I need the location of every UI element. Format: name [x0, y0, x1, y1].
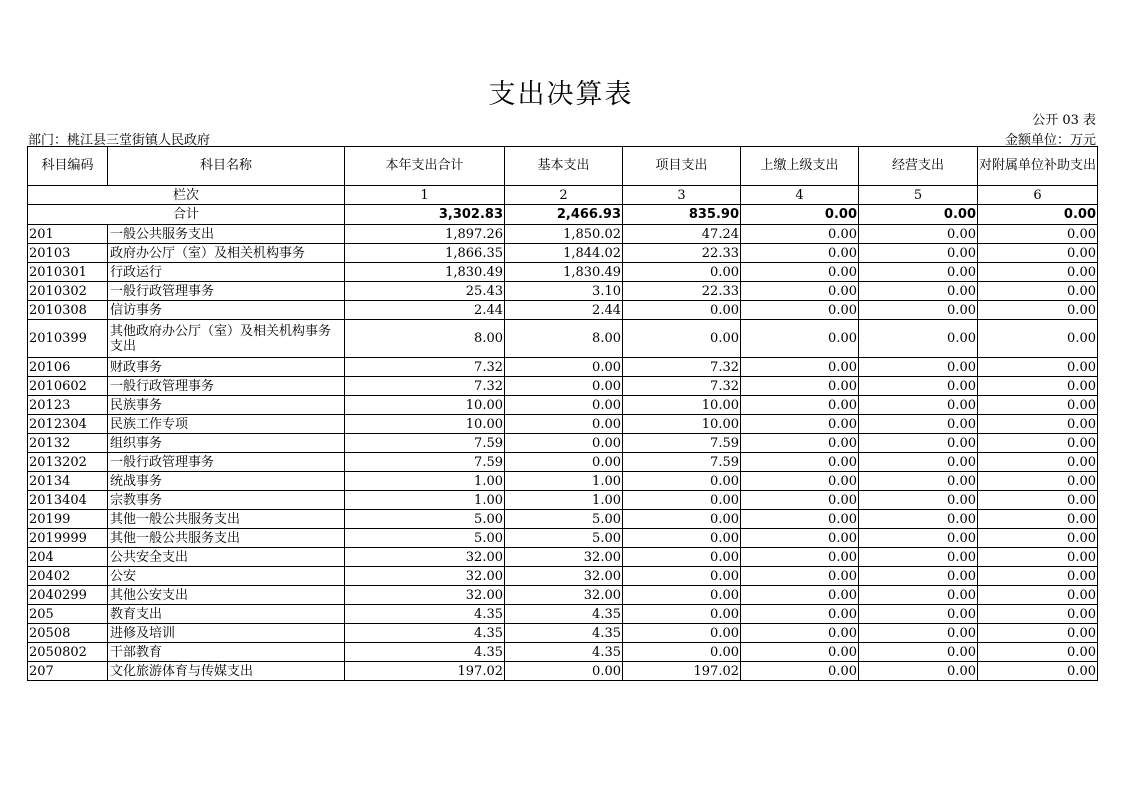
row-project: 0.00: [623, 263, 741, 282]
table-row: [28, 301, 1098, 320]
row-total: 1.00: [345, 472, 505, 491]
row-upper: 0.00: [741, 225, 859, 244]
row-code: 201: [28, 225, 108, 244]
row-subsidy: 0.00: [978, 491, 1098, 510]
row-upper: 0.00: [741, 491, 859, 510]
row-project: 22.33: [623, 282, 741, 301]
table-row: [28, 662, 1098, 681]
row-upper: 0.00: [741, 529, 859, 548]
row-total: 1,866.35: [345, 244, 505, 263]
row-name: 宗教事务: [108, 491, 345, 510]
row-name: 一般行政管理事务: [108, 453, 345, 472]
row-upper: 0.00: [741, 396, 859, 415]
row-code: 205: [28, 605, 108, 624]
form-number: 公开 03 表: [1032, 113, 1096, 128]
row-name: 信访事务: [108, 301, 345, 320]
row-subsidy: 0.00: [978, 396, 1098, 415]
row-business: 0.00: [859, 453, 978, 472]
row-code: 20134: [28, 472, 108, 491]
row-code: 20106: [28, 358, 108, 377]
table-row: [28, 510, 1098, 529]
row-project: 0.00: [623, 510, 741, 529]
row-total: 7.32: [345, 358, 505, 377]
row-code: 20508: [28, 624, 108, 643]
row-basic: 5.00: [505, 510, 623, 529]
table-row: [28, 643, 1098, 662]
row-basic: 4.35: [505, 605, 623, 624]
row-business: 0.00: [859, 472, 978, 491]
row-project: 0.00: [623, 567, 741, 586]
row-name: 教育支出: [108, 605, 345, 624]
table-row: [28, 396, 1098, 415]
row-business: 0.00: [859, 643, 978, 662]
row-name: 进修及培训: [108, 624, 345, 643]
row-business: 0.00: [859, 529, 978, 548]
row-project: 0.00: [623, 472, 741, 491]
row-upper: 0.00: [741, 301, 859, 320]
row-name: 统战事务: [108, 472, 345, 491]
row-total: 8.00: [345, 320, 505, 358]
header-total: 本年支出合计: [345, 147, 505, 186]
row-code: 20199: [28, 510, 108, 529]
row-subsidy: 0.00: [978, 415, 1098, 434]
row-total: 2.44: [345, 301, 505, 320]
row-business: 0.00: [859, 586, 978, 605]
row-subsidy: 0.00: [978, 586, 1098, 605]
row-basic: 8.00: [505, 320, 623, 358]
row-name: 政府办公厅（室）及相关机构事务: [108, 244, 345, 263]
row-total: 1,897.26: [345, 225, 505, 244]
row-basic: 0.00: [505, 434, 623, 453]
page-title: 支出决算表: [488, 79, 634, 110]
table-row: [28, 415, 1098, 434]
header-name: 科目名称: [108, 147, 345, 186]
table-row: [28, 605, 1098, 624]
lanci-2: 2: [505, 186, 623, 205]
row-upper: 0.00: [741, 662, 859, 681]
row-upper: 0.00: [741, 358, 859, 377]
row-upper: 0.00: [741, 453, 859, 472]
row-project: 7.32: [623, 358, 741, 377]
row-name: 文化旅游体育与传媒支出: [108, 662, 345, 681]
table-row: [28, 282, 1098, 301]
row-code: 2010302: [28, 282, 108, 301]
row-project: 7.59: [623, 453, 741, 472]
lanci-label: 栏次: [28, 186, 345, 205]
row-subsidy: 0.00: [978, 301, 1098, 320]
row-name: 其他政府办公厅（室）及相关机构事务支出: [108, 320, 345, 358]
row-business: 0.00: [859, 301, 978, 320]
table-row: [28, 225, 1098, 244]
row-subsidy: 0.00: [978, 605, 1098, 624]
row-basic: 32.00: [505, 567, 623, 586]
total-business: 0.00: [859, 205, 978, 225]
row-subsidy: 0.00: [978, 225, 1098, 244]
row-basic: 0.00: [505, 662, 623, 681]
row-name: 行政运行: [108, 263, 345, 282]
row-business: 0.00: [859, 434, 978, 453]
table-row: [28, 244, 1098, 263]
row-subsidy: 0.00: [978, 567, 1098, 586]
row-name: 公共安全支出: [108, 548, 345, 567]
row-upper: 0.00: [741, 244, 859, 263]
row-name: 民族事务: [108, 396, 345, 415]
row-business: 0.00: [859, 662, 978, 681]
header-subsidy: 对附属单位补助支出: [978, 147, 1098, 186]
total-row: [28, 205, 1098, 225]
row-project: 0.00: [623, 301, 741, 320]
row-business: 0.00: [859, 491, 978, 510]
row-business: 0.00: [859, 320, 978, 358]
expenditure-table: [27, 146, 1098, 681]
row-upper: 0.00: [741, 415, 859, 434]
row-total: 7.32: [345, 377, 505, 396]
row-basic: 0.00: [505, 377, 623, 396]
row-subsidy: 0.00: [978, 358, 1098, 377]
row-total: 5.00: [345, 529, 505, 548]
table-row: [28, 567, 1098, 586]
row-upper: 0.00: [741, 320, 859, 358]
row-subsidy: 0.00: [978, 434, 1098, 453]
row-business: 0.00: [859, 624, 978, 643]
row-upper: 0.00: [741, 567, 859, 586]
row-business: 0.00: [859, 567, 978, 586]
row-total: 25.43: [345, 282, 505, 301]
amount-unit-label: 金额单位：万元: [1004, 133, 1096, 148]
header-business: 经营支出: [859, 147, 978, 186]
lanci-5: 5: [859, 186, 978, 205]
column-number-row: [28, 186, 1098, 205]
row-basic: 0.00: [505, 415, 623, 434]
row-code: 2012304: [28, 415, 108, 434]
row-subsidy: 0.00: [978, 510, 1098, 529]
row-name: 其他公安支出: [108, 586, 345, 605]
row-upper: 0.00: [741, 643, 859, 662]
row-subsidy: 0.00: [978, 662, 1098, 681]
table-row: [28, 263, 1098, 282]
row-name: 一般行政管理事务: [108, 282, 345, 301]
row-business: 0.00: [859, 396, 978, 415]
header-basic: 基本支出: [505, 147, 623, 186]
row-code: 2040299: [28, 586, 108, 605]
table-row: [28, 624, 1098, 643]
row-name: 民族工作专项: [108, 415, 345, 434]
row-business: 0.00: [859, 225, 978, 244]
row-basic: 1.00: [505, 491, 623, 510]
row-code: 20103: [28, 244, 108, 263]
row-project: 7.32: [623, 377, 741, 396]
row-business: 0.00: [859, 415, 978, 434]
row-upper: 0.00: [741, 605, 859, 624]
row-subsidy: 0.00: [978, 320, 1098, 358]
lanci-6: 6: [978, 186, 1098, 205]
row-code: 2019999: [28, 529, 108, 548]
row-project: 0.00: [623, 548, 741, 567]
row-name: 其他一般公共服务支出: [108, 529, 345, 548]
row-total: 4.35: [345, 624, 505, 643]
row-subsidy: 0.00: [978, 643, 1098, 662]
row-basic: 1,844.02: [505, 244, 623, 263]
row-code: 20132: [28, 434, 108, 453]
row-upper: 0.00: [741, 282, 859, 301]
table-row: [28, 358, 1098, 377]
row-project: 0.00: [623, 586, 741, 605]
row-subsidy: 0.00: [978, 244, 1098, 263]
row-project: 10.00: [623, 396, 741, 415]
row-project: 0.00: [623, 643, 741, 662]
lanci-3: 3: [623, 186, 741, 205]
row-project: 47.24: [623, 225, 741, 244]
row-basic: 1,850.02: [505, 225, 623, 244]
row-business: 0.00: [859, 605, 978, 624]
total-subsidy: 0.00: [978, 205, 1098, 225]
total-upper: 0.00: [741, 205, 859, 225]
row-total: 32.00: [345, 567, 505, 586]
row-basic: 3.10: [505, 282, 623, 301]
row-upper: 0.00: [741, 586, 859, 605]
row-total: 4.35: [345, 605, 505, 624]
row-code: 20123: [28, 396, 108, 415]
row-subsidy: 0.00: [978, 472, 1098, 491]
row-code: 2050802: [28, 643, 108, 662]
row-upper: 0.00: [741, 434, 859, 453]
row-business: 0.00: [859, 548, 978, 567]
table-row: [28, 453, 1098, 472]
row-name: 财政事务: [108, 358, 345, 377]
row-business: 0.00: [859, 263, 978, 282]
lanci-1: 1: [345, 186, 505, 205]
row-subsidy: 0.00: [978, 377, 1098, 396]
row-name: 一般公共服务支出: [108, 225, 345, 244]
row-total: 1.00: [345, 491, 505, 510]
row-project: 7.59: [623, 434, 741, 453]
row-total: 1,830.49: [345, 263, 505, 282]
row-total: 7.59: [345, 434, 505, 453]
row-basic: 5.00: [505, 529, 623, 548]
row-upper: 0.00: [741, 472, 859, 491]
row-total: 10.00: [345, 396, 505, 415]
row-subsidy: 0.00: [978, 263, 1098, 282]
row-basic: 32.00: [505, 548, 623, 567]
row-basic: 0.00: [505, 453, 623, 472]
table-row: [28, 529, 1098, 548]
table-row: [28, 586, 1098, 605]
header-project: 项目支出: [623, 147, 741, 186]
row-upper: 0.00: [741, 263, 859, 282]
department-label: 部门：桃江县三堂街镇人民政府: [28, 133, 211, 148]
row-subsidy: 0.00: [978, 453, 1098, 472]
row-project: 0.00: [623, 624, 741, 643]
row-business: 0.00: [859, 358, 978, 377]
row-subsidy: 0.00: [978, 529, 1098, 548]
row-code: 204: [28, 548, 108, 567]
total-project: 835.90: [623, 205, 741, 225]
row-project: 10.00: [623, 415, 741, 434]
total-total: 3,302.83: [345, 205, 505, 225]
row-total: 10.00: [345, 415, 505, 434]
row-project: 0.00: [623, 529, 741, 548]
row-project: 197.02: [623, 662, 741, 681]
row-project: 0.00: [623, 605, 741, 624]
row-upper: 0.00: [741, 510, 859, 529]
row-name: 其他一般公共服务支出: [108, 510, 345, 529]
row-subsidy: 0.00: [978, 282, 1098, 301]
row-project: 22.33: [623, 244, 741, 263]
row-business: 0.00: [859, 510, 978, 529]
header-code: 科目编码: [28, 147, 108, 186]
table-row: [28, 548, 1098, 567]
total-basic: 2,466.93: [505, 205, 623, 225]
row-subsidy: 0.00: [978, 624, 1098, 643]
row-code: 2010602: [28, 377, 108, 396]
row-code: 2013404: [28, 491, 108, 510]
row-upper: 0.00: [741, 548, 859, 567]
row-code: 2010399: [28, 320, 108, 358]
table-row: [28, 377, 1098, 396]
row-basic: 4.35: [505, 624, 623, 643]
row-basic: 32.00: [505, 586, 623, 605]
row-basic: 1.00: [505, 472, 623, 491]
row-basic: 0.00: [505, 396, 623, 415]
table-row: [28, 491, 1098, 510]
row-name: 公安: [108, 567, 345, 586]
row-basic: 2.44: [505, 301, 623, 320]
header-upper: 上缴上级支出: [741, 147, 859, 186]
row-code: 2010308: [28, 301, 108, 320]
row-business: 0.00: [859, 282, 978, 301]
row-total: 4.35: [345, 643, 505, 662]
table-row: [28, 320, 1098, 358]
row-code: 2010301: [28, 263, 108, 282]
row-basic: 4.35: [505, 643, 623, 662]
header-row: [28, 147, 1098, 186]
row-project: 0.00: [623, 320, 741, 358]
row-total: 32.00: [345, 548, 505, 567]
lanci-4: 4: [741, 186, 859, 205]
table-row: [28, 434, 1098, 453]
row-code: 20402: [28, 567, 108, 586]
row-business: 0.00: [859, 244, 978, 263]
row-total: 7.59: [345, 453, 505, 472]
row-basic: 0.00: [505, 358, 623, 377]
row-total: 197.02: [345, 662, 505, 681]
row-upper: 0.00: [741, 624, 859, 643]
total-label: 合计: [28, 205, 345, 225]
row-subsidy: 0.00: [978, 548, 1098, 567]
row-project: 0.00: [623, 491, 741, 510]
table-row: [28, 472, 1098, 491]
row-upper: 0.00: [741, 377, 859, 396]
row-business: 0.00: [859, 377, 978, 396]
row-code: 207: [28, 662, 108, 681]
row-total: 32.00: [345, 586, 505, 605]
row-total: 5.00: [345, 510, 505, 529]
row-name: 组织事务: [108, 434, 345, 453]
row-name: 一般行政管理事务: [108, 377, 345, 396]
row-basic: 1,830.49: [505, 263, 623, 282]
row-code: 2013202: [28, 453, 108, 472]
row-name: 干部教育: [108, 643, 345, 662]
